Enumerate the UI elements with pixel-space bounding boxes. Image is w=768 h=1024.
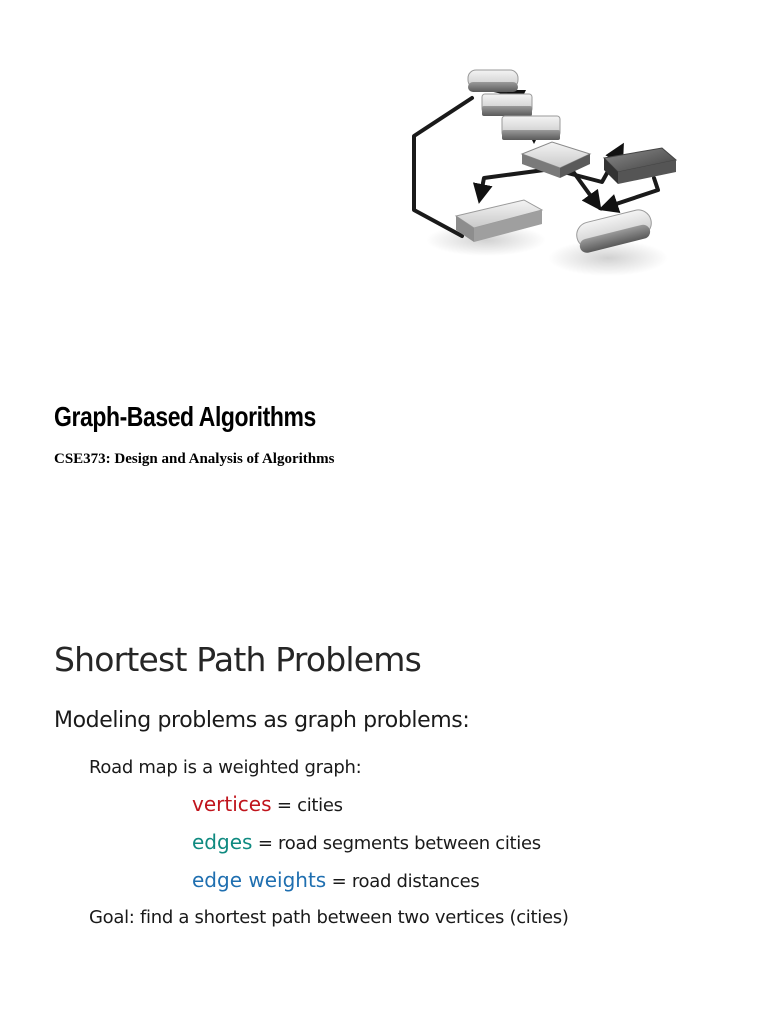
slide-subtitle: CSE373: Design and Analysis of Algorithms — [54, 451, 335, 467]
flowchart-illustration — [376, 40, 714, 295]
definition-vertices: = cities — [271, 795, 343, 816]
mapping-edge-weights — [192, 868, 480, 892]
slide-title: Shortest Path Problems — [54, 640, 421, 679]
definition-edge-weights: = road distances — [326, 871, 480, 892]
term-vertices: vertices — [192, 792, 272, 816]
mapping-vertices — [192, 792, 343, 816]
term-edge-weights: edge weights — [192, 868, 327, 892]
definition-edges: = road segments between cities — [252, 833, 541, 854]
term-edges: edges — [192, 830, 253, 854]
slide-title: Graph-Based Algorithms — [54, 401, 316, 432]
lead-bullet: Modeling problems as graph problems: — [54, 708, 470, 733]
mapping-edges — [192, 830, 541, 854]
intro-bullet: Road map is a weighted graph: — [89, 757, 362, 778]
content-slide — [0, 600, 768, 1024]
goal-bullet: Goal: find a shortest path between two vertices (cities) — [89, 907, 569, 928]
